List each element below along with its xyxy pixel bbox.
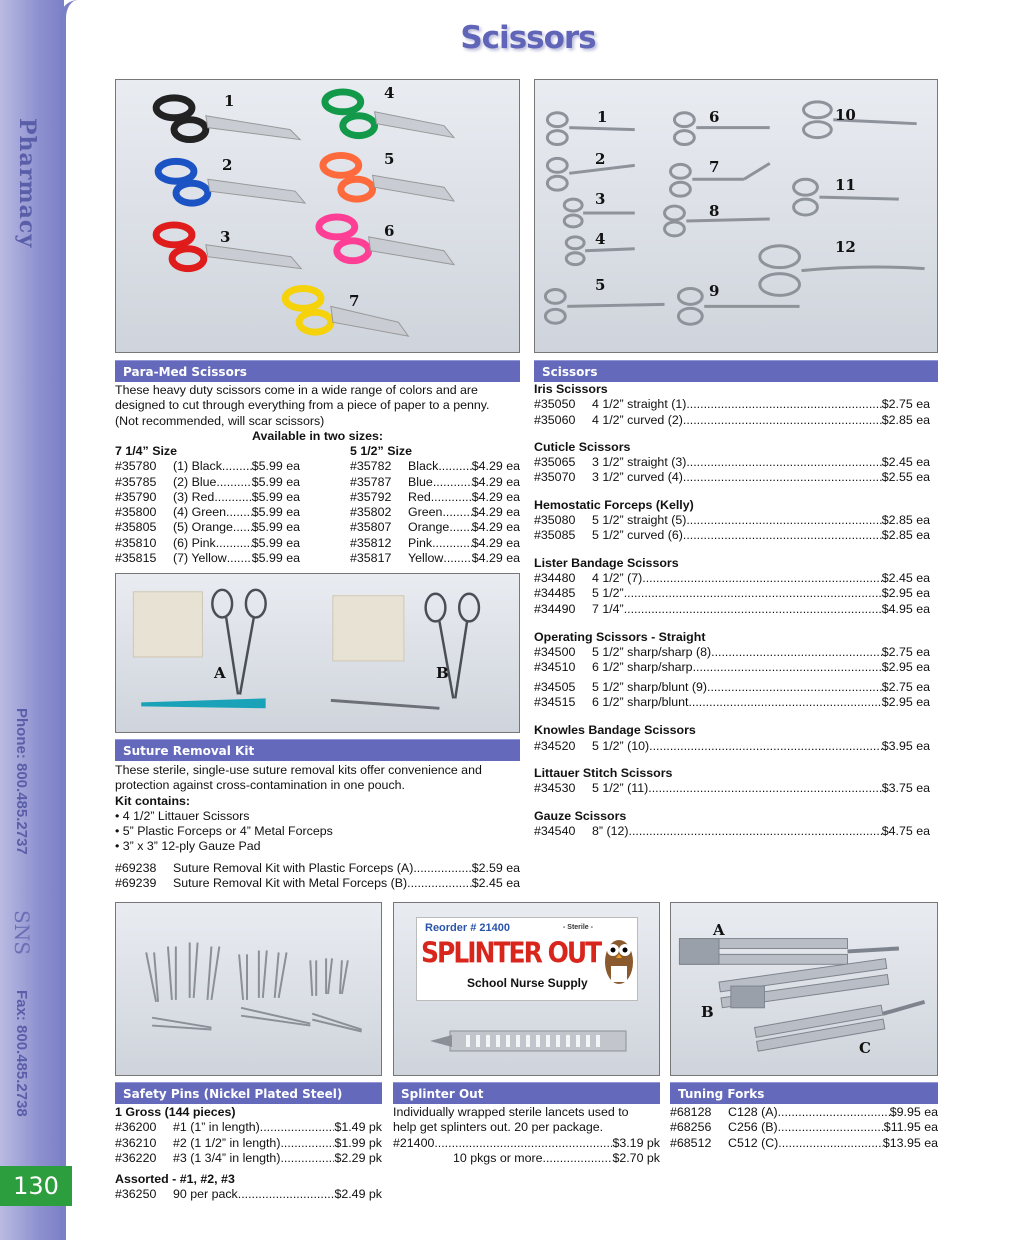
photo-label: B bbox=[436, 664, 449, 682]
list-item bbox=[534, 528, 930, 543]
dot-leader bbox=[649, 739, 882, 754]
contains-item: • 5” Plastic Forceps or 4” Metal Forceps bbox=[115, 824, 333, 839]
list-item bbox=[350, 475, 520, 490]
item-desc: C512 (C) bbox=[728, 1135, 779, 1150]
dot-leader bbox=[683, 528, 882, 543]
list-item bbox=[534, 695, 930, 710]
photo-label: 4 bbox=[384, 84, 395, 102]
item-desc: 6 1/2” sharp/blunt bbox=[592, 695, 689, 710]
suture-header: Suture Removal Kit bbox=[115, 739, 520, 761]
photo-label: 6 bbox=[384, 222, 395, 240]
dot-leader bbox=[280, 1151, 334, 1166]
item-desc: Green bbox=[408, 505, 443, 520]
page-number: 130 bbox=[0, 1166, 72, 1206]
item-sku: #35782 bbox=[350, 459, 392, 474]
dot-leader bbox=[693, 660, 882, 675]
item-sku: #36200 bbox=[115, 1120, 157, 1135]
dot-leader bbox=[238, 1187, 335, 1202]
photo-label: 2 bbox=[222, 156, 233, 174]
item-desc: 5 1/2” (10) bbox=[592, 738, 650, 753]
item-desc: Black bbox=[408, 459, 439, 474]
photo-label: B bbox=[701, 1003, 714, 1021]
item-sku: #35785 bbox=[115, 474, 157, 489]
item-price: $2.45 ea bbox=[881, 455, 930, 470]
dot-leader bbox=[686, 397, 881, 412]
desc-line: designed to cut through everything from a piece of paper to a penny. bbox=[115, 398, 490, 413]
dot-leader bbox=[438, 459, 471, 474]
tuning-forks-image bbox=[671, 903, 937, 1075]
sidebar-edge bbox=[60, 0, 78, 1240]
list-item bbox=[534, 413, 930, 428]
list-item bbox=[115, 536, 300, 551]
list-item bbox=[534, 455, 930, 470]
dot-leader bbox=[233, 520, 252, 535]
item-desc: C128 (A) bbox=[728, 1105, 778, 1119]
item-price: $9.95 ea bbox=[889, 1105, 938, 1119]
list-item bbox=[115, 505, 300, 520]
item-desc: (1) Black bbox=[173, 459, 222, 474]
item-sku: #35085 bbox=[534, 528, 576, 543]
list-item bbox=[670, 1136, 938, 1151]
dot-leader bbox=[432, 536, 472, 551]
item-desc: Suture Removal Kit with Metal Forceps (B) bbox=[173, 876, 408, 891]
paramed-small-list bbox=[350, 444, 520, 566]
item-price: $4.75 ea bbox=[881, 823, 930, 838]
item-sku: #35070 bbox=[534, 470, 576, 485]
dot-leader bbox=[686, 455, 881, 470]
page-title: Scissors bbox=[460, 20, 596, 56]
forks-list bbox=[670, 1105, 938, 1151]
photo-label: C bbox=[859, 1039, 871, 1057]
item-desc: #2 (1 1/2” in length) bbox=[173, 1135, 281, 1150]
item-price: $5.99 ea bbox=[251, 520, 300, 535]
paramed-description bbox=[115, 383, 520, 444]
item-desc: Red bbox=[408, 489, 431, 504]
contains-item: • 4 1/2” Littauer Scissors bbox=[115, 808, 250, 823]
surgical-scissors-image bbox=[535, 80, 937, 352]
item-price: $2.45 ea bbox=[881, 570, 930, 585]
item-sku: #36210 bbox=[115, 1135, 157, 1150]
list-item bbox=[350, 490, 520, 505]
list-item bbox=[534, 513, 930, 528]
item-desc: (6) Pink bbox=[173, 535, 216, 550]
suture-description bbox=[115, 763, 520, 855]
item-price: $13.95 ea bbox=[882, 1135, 938, 1150]
item-sku: #34540 bbox=[534, 823, 576, 838]
dot-leader bbox=[683, 470, 882, 485]
list-item bbox=[115, 475, 300, 490]
item-desc: 5 1/2” curved (6) bbox=[592, 528, 683, 543]
group-title: Knowles Bandage Scissors bbox=[534, 723, 696, 738]
list-item bbox=[350, 459, 520, 474]
item-sku: #35060 bbox=[534, 412, 576, 427]
splinter-brand: SPLINTER OUT bbox=[421, 935, 601, 970]
dot-leader bbox=[688, 695, 881, 710]
item-desc: (2) Blue bbox=[173, 474, 217, 489]
scissors-catalog bbox=[534, 382, 930, 839]
item-price: $3.75 ea bbox=[881, 781, 930, 796]
item-desc: 5 1/2” sharp/blunt (9) bbox=[592, 679, 708, 694]
dot-leader bbox=[433, 475, 472, 490]
paramed-scissors-photo bbox=[115, 79, 520, 353]
photo-label: 8 bbox=[709, 202, 720, 220]
item-price: $4.29 ea bbox=[471, 551, 520, 566]
item-sku: #35780 bbox=[115, 459, 157, 474]
item-desc: 4 1/2” curved (2) bbox=[592, 412, 683, 427]
item-desc: 10 pkgs or more bbox=[453, 1150, 543, 1165]
gross-heading: 1 Gross (144 pieces) bbox=[115, 1105, 236, 1119]
lancet-image bbox=[430, 1021, 630, 1061]
item-sku: #36220 bbox=[115, 1150, 157, 1165]
item-desc: 5 1/2” (11) bbox=[592, 781, 649, 796]
dot-leader bbox=[227, 551, 252, 566]
item-desc: 3 1/2” straight (3) bbox=[592, 455, 687, 470]
item-desc: (3) Red bbox=[173, 489, 215, 504]
surgical-scissors-photo bbox=[534, 79, 938, 353]
item-sku: #35805 bbox=[115, 520, 157, 535]
item-sku: #35790 bbox=[115, 489, 157, 504]
dot-leader bbox=[434, 1136, 612, 1151]
dot-leader bbox=[711, 645, 882, 660]
item-desc: #3 (1 3/4” in length) bbox=[173, 1150, 281, 1165]
item-desc: Orange bbox=[408, 520, 450, 535]
item-desc: 3 1/2” curved (4) bbox=[592, 470, 683, 485]
photo-label: 7 bbox=[709, 158, 720, 176]
dot-leader bbox=[216, 475, 251, 490]
item-desc: (5) Orange bbox=[173, 520, 233, 535]
item-price: $3.19 pk bbox=[612, 1135, 660, 1150]
desc-line: Individually wrapped sterile lancets used to bbox=[393, 1105, 629, 1119]
dot-leader bbox=[431, 490, 472, 505]
photo-label: 3 bbox=[595, 190, 606, 208]
photo-label: 1 bbox=[597, 108, 608, 126]
safety-pins-image bbox=[116, 903, 381, 1075]
item-price: $2.75 ea bbox=[881, 679, 930, 694]
list-item bbox=[115, 1151, 382, 1166]
item-desc: Pink bbox=[408, 535, 433, 550]
item-sku: #34530 bbox=[534, 781, 576, 796]
dot-leader bbox=[443, 551, 471, 566]
list-item bbox=[350, 505, 520, 520]
list-item bbox=[534, 397, 930, 412]
item-desc: (4) Green bbox=[173, 505, 227, 520]
item-desc: 4 1/2” (7) bbox=[592, 570, 643, 585]
dot-leader bbox=[280, 1136, 334, 1151]
photo-label: 4 bbox=[595, 230, 606, 248]
item-sku: #34490 bbox=[534, 601, 576, 616]
dot-leader bbox=[543, 1151, 613, 1166]
desc-line: These sterile, single-use suture removal kits offer convenience and bbox=[115, 763, 482, 777]
item-price: $2.85 ea bbox=[881, 528, 930, 543]
item-desc: 6 1/2” sharp/sharp bbox=[592, 660, 693, 675]
size-heading: 7 1/4” Size bbox=[115, 444, 177, 458]
list-item bbox=[534, 781, 930, 796]
scissors-header: Scissors bbox=[534, 360, 938, 382]
splinter-out-photo bbox=[393, 902, 660, 1076]
dot-leader bbox=[413, 861, 471, 876]
item-sku: #68512 bbox=[670, 1135, 712, 1150]
item-sku: #21400 bbox=[393, 1135, 435, 1150]
item-price: $2.55 ea bbox=[881, 470, 930, 485]
list-item bbox=[115, 490, 300, 505]
list-item bbox=[534, 824, 930, 839]
suture-items bbox=[115, 861, 520, 892]
group-title: Operating Scissors - Straight bbox=[534, 629, 706, 644]
list-item bbox=[115, 876, 520, 891]
item-price: $2.85 ea bbox=[881, 412, 930, 427]
item-sku: #35792 bbox=[350, 489, 392, 504]
dot-leader bbox=[226, 505, 252, 520]
sizes-heading: Available in two sizes: bbox=[251, 428, 384, 443]
fax-number: Fax: 800.485.2738 bbox=[13, 990, 30, 1117]
photo-label: 9 bbox=[709, 282, 720, 300]
assorted-heading: Assorted - #1, #2, #3 bbox=[115, 1172, 235, 1187]
desc-line: (Not recommended, will scar scissors) bbox=[115, 413, 325, 428]
group-title: Iris Scissors bbox=[534, 382, 608, 396]
list-item bbox=[115, 1187, 382, 1202]
supplier-name: School Nurse Supply bbox=[467, 976, 588, 990]
list-item bbox=[350, 520, 520, 535]
group-title: Hemostatic Forceps (Kelly) bbox=[534, 497, 694, 512]
dot-leader bbox=[214, 490, 251, 505]
splinter-package-label bbox=[416, 917, 638, 1001]
list-item bbox=[534, 586, 930, 601]
item-sku: #34485 bbox=[534, 586, 576, 601]
item-sku: #68128 bbox=[670, 1105, 712, 1119]
item-sku: #35800 bbox=[115, 505, 157, 520]
dot-leader bbox=[778, 1120, 884, 1135]
photo-label: 6 bbox=[709, 108, 720, 126]
owl-mascot-icon bbox=[601, 928, 637, 988]
item-price: $2.70 pk bbox=[612, 1150, 660, 1165]
item-sku: #34515 bbox=[534, 695, 576, 710]
list-item bbox=[534, 739, 930, 754]
item-sku: #69238 bbox=[115, 861, 157, 875]
dot-leader bbox=[683, 413, 882, 428]
pins-list bbox=[115, 1105, 382, 1203]
dot-leader bbox=[642, 571, 881, 586]
item-price: $2.95 ea bbox=[881, 695, 930, 710]
dot-leader bbox=[686, 513, 881, 528]
phone-number: Phone: 800.485.2737 bbox=[13, 708, 30, 855]
item-desc: Suture Removal Kit with Plastic Forceps (A) bbox=[173, 861, 414, 875]
photo-label: 12 bbox=[835, 238, 856, 256]
item-desc: 5 1/2” bbox=[592, 586, 624, 601]
item-desc: 90 per pack bbox=[173, 1187, 238, 1202]
item-price: $5.99 ea bbox=[251, 474, 300, 489]
item-price: $4.29 ea bbox=[471, 505, 520, 520]
brand-mark: SNS bbox=[10, 910, 34, 955]
item-desc: Yellow bbox=[408, 551, 444, 566]
item-price: $5.99 ea bbox=[251, 459, 300, 474]
desc-line: These heavy duty scissors come in a wide range of colors and are bbox=[115, 383, 478, 397]
suture-kit-image bbox=[116, 574, 519, 732]
item-sku: #68256 bbox=[670, 1120, 712, 1135]
dot-leader bbox=[407, 876, 472, 891]
size-heading: 5 1/2” Size bbox=[350, 444, 412, 458]
item-sku: #35080 bbox=[534, 513, 576, 528]
item-price: $2.49 pk bbox=[334, 1187, 382, 1202]
item-price: $2.95 ea bbox=[881, 660, 930, 675]
item-sku: #35787 bbox=[350, 474, 392, 489]
item-price: $4.95 ea bbox=[881, 601, 930, 616]
item-price: $4.29 ea bbox=[471, 474, 520, 489]
photo-label: 1 bbox=[224, 92, 235, 110]
item-price: $5.99 ea bbox=[251, 551, 300, 566]
item-price: $1.99 pk bbox=[334, 1135, 382, 1150]
desc-line: protection against cross-contamination in one pouch. bbox=[115, 778, 405, 793]
item-desc: 8” (12) bbox=[592, 823, 629, 838]
item-price: $2.75 ea bbox=[881, 645, 930, 660]
dot-leader bbox=[629, 824, 882, 839]
dot-leader bbox=[260, 1120, 335, 1135]
item-sku: #36250 bbox=[115, 1187, 157, 1202]
photo-label: 2 bbox=[595, 150, 606, 168]
contains-heading: Kit contains: bbox=[115, 793, 191, 808]
splinter-info bbox=[393, 1105, 660, 1166]
item-price: $3.95 ea bbox=[881, 738, 930, 753]
item-sku: #34520 bbox=[534, 738, 576, 753]
item-sku: #35810 bbox=[115, 535, 157, 550]
photo-label: 10 bbox=[835, 106, 856, 124]
dot-leader bbox=[442, 505, 471, 520]
list-item bbox=[115, 551, 300, 566]
item-desc: 5 1/2” straight (5) bbox=[592, 513, 687, 528]
photo-label: A bbox=[214, 664, 226, 682]
sterile-tag: - Sterile - bbox=[563, 924, 593, 931]
dot-leader bbox=[707, 680, 882, 695]
item-price: $5.99 ea bbox=[251, 535, 300, 550]
dot-leader bbox=[222, 459, 252, 474]
group-title: Littauer Stitch Scissors bbox=[534, 765, 673, 780]
list-item bbox=[393, 1136, 660, 1151]
forks-header: Tuning Forks bbox=[670, 1082, 938, 1104]
item-sku: #69239 bbox=[115, 876, 157, 891]
section-label: Pharmacy bbox=[14, 118, 40, 249]
item-price: $2.45 ea bbox=[471, 876, 520, 891]
item-price: $1.49 pk bbox=[334, 1120, 382, 1135]
item-sku: #34510 bbox=[534, 660, 576, 675]
item-sku: #35817 bbox=[350, 551, 392, 566]
dot-leader bbox=[216, 536, 252, 551]
tuning-forks-photo bbox=[670, 902, 938, 1076]
item-sku: #34500 bbox=[534, 645, 576, 660]
item-price: $4.29 ea bbox=[471, 459, 520, 474]
photo-label: 11 bbox=[835, 176, 856, 194]
item-desc: Blue bbox=[408, 474, 433, 489]
group-title: Gauze Scissors bbox=[534, 808, 627, 823]
item-price: $4.29 ea bbox=[471, 520, 520, 535]
safety-pins-photo bbox=[115, 902, 382, 1076]
item-sku: #34505 bbox=[534, 679, 576, 694]
list-item bbox=[534, 645, 930, 660]
list-item bbox=[534, 571, 930, 586]
item-sku: #35807 bbox=[350, 520, 392, 535]
group-title: Lister Bandage Scissors bbox=[534, 555, 679, 570]
item-price: $2.95 ea bbox=[881, 586, 930, 601]
list-item bbox=[393, 1151, 660, 1166]
suture-kit-photo bbox=[115, 573, 520, 733]
list-item bbox=[115, 1136, 382, 1151]
item-desc: 7 1/4” bbox=[592, 601, 624, 616]
photo-label: 5 bbox=[595, 276, 606, 294]
list-item bbox=[115, 861, 520, 876]
contains-item: • 3” x 3” 12-ply Gauze Pad bbox=[115, 839, 261, 854]
photo-label: 5 bbox=[384, 150, 395, 168]
dot-leader bbox=[624, 586, 882, 601]
item-price: $4.29 ea bbox=[471, 489, 520, 504]
item-sku: #35065 bbox=[534, 455, 576, 470]
list-item bbox=[350, 551, 520, 566]
item-sku: #35050 bbox=[534, 397, 576, 412]
list-item bbox=[670, 1120, 938, 1135]
list-item bbox=[115, 1120, 382, 1135]
item-desc: 5 1/2” sharp/sharp (8) bbox=[592, 645, 712, 660]
item-price: $5.99 ea bbox=[251, 489, 300, 504]
list-item bbox=[115, 459, 300, 474]
paramed-large-list bbox=[115, 444, 300, 566]
item-price: $11.95 ea bbox=[883, 1120, 938, 1135]
item-price: $4.29 ea bbox=[471, 535, 520, 550]
list-item bbox=[534, 470, 930, 485]
item-desc: (7) Yellow bbox=[173, 551, 227, 566]
item-price: $2.75 ea bbox=[881, 397, 930, 412]
dot-leader bbox=[648, 781, 882, 796]
reorder-number: Reorder # 21400 bbox=[425, 922, 510, 934]
item-desc: C256 (B) bbox=[728, 1120, 778, 1135]
item-sku: #35815 bbox=[115, 551, 157, 566]
list-item bbox=[115, 520, 300, 535]
item-sku: #35812 bbox=[350, 535, 392, 550]
dot-leader bbox=[778, 1105, 890, 1120]
item-price: $2.59 ea bbox=[471, 861, 520, 875]
dot-leader bbox=[778, 1136, 883, 1151]
list-item bbox=[534, 602, 930, 617]
group-title: Cuticle Scissors bbox=[534, 439, 631, 454]
desc-line: help get splinters out. 20 per package. bbox=[393, 1120, 604, 1135]
list-item bbox=[534, 660, 930, 675]
item-price: $2.85 ea bbox=[881, 513, 930, 528]
list-item bbox=[670, 1105, 938, 1120]
photo-label: 3 bbox=[220, 228, 231, 246]
pins-header: Safety Pins (Nickel Plated Steel) bbox=[115, 1082, 382, 1104]
list-item bbox=[350, 536, 520, 551]
item-price: $2.29 pk bbox=[334, 1150, 382, 1165]
paramed-scissors-image bbox=[116, 80, 519, 352]
photo-label: 7 bbox=[349, 292, 360, 310]
dot-leader bbox=[624, 602, 882, 617]
dot-leader bbox=[449, 520, 471, 535]
photo-label: A bbox=[713, 921, 725, 939]
item-desc: #1 (1” in length) bbox=[173, 1120, 260, 1135]
item-sku: #34480 bbox=[534, 570, 576, 585]
paramed-header: Para-Med Scissors bbox=[115, 360, 520, 382]
item-desc: 4 1/2” straight (1) bbox=[592, 397, 687, 412]
list-item bbox=[534, 680, 930, 695]
splinter-header: Splinter Out bbox=[393, 1082, 660, 1104]
item-sku: #35802 bbox=[350, 505, 392, 520]
item-price: $5.99 ea bbox=[251, 505, 300, 520]
